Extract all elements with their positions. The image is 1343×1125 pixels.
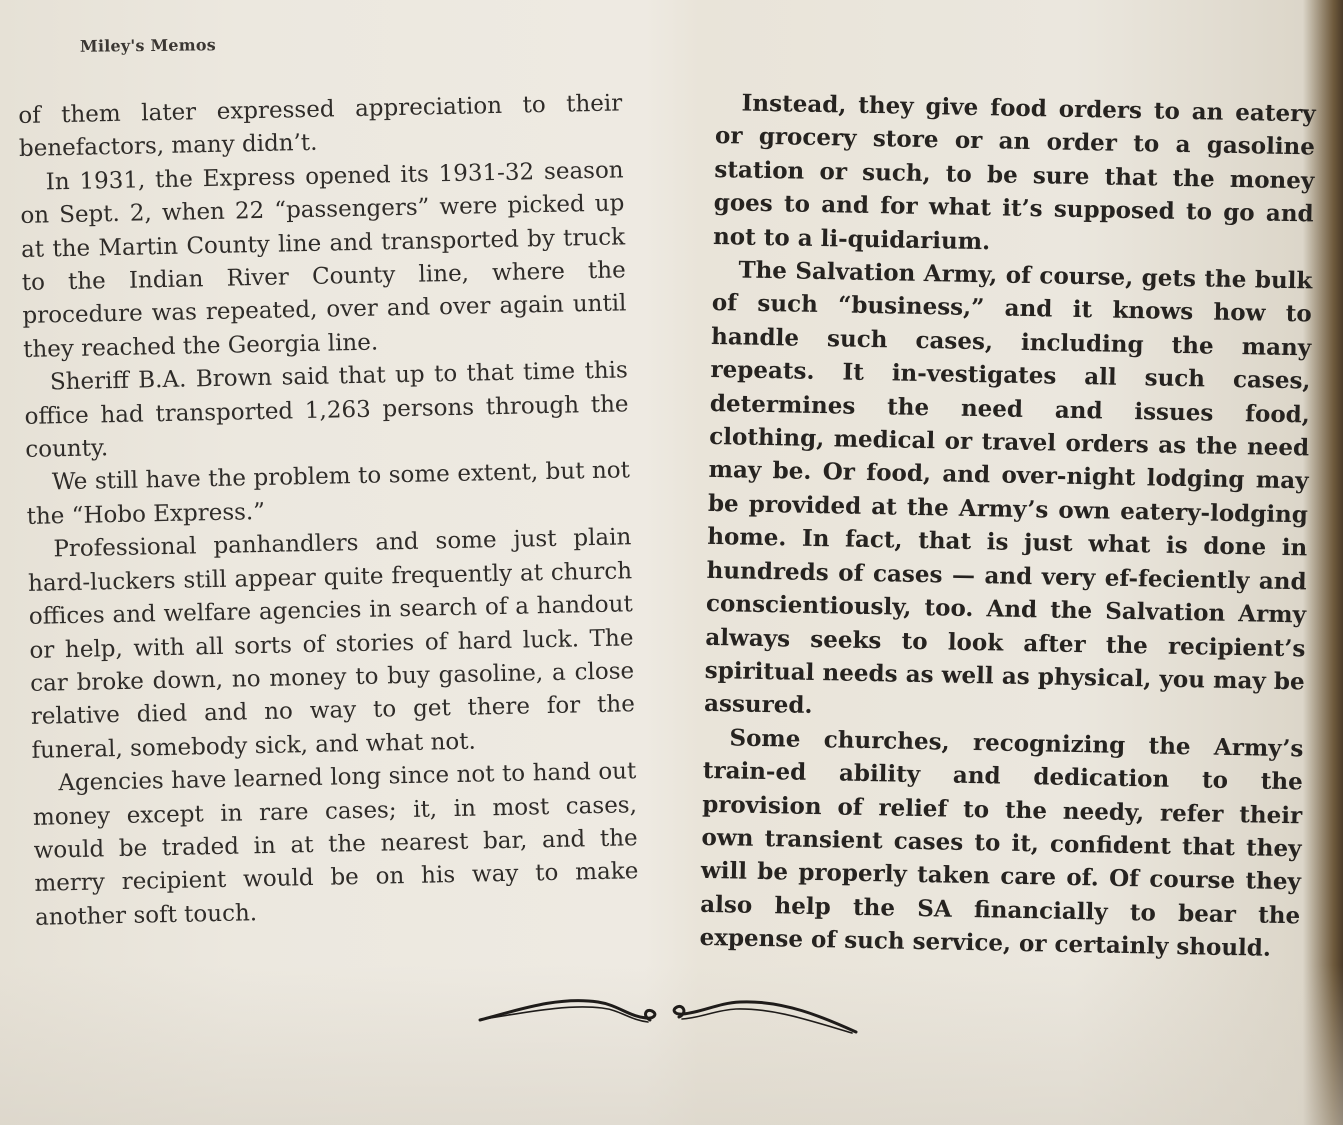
right-column [699, 86, 1316, 966]
left-paragraph-1: of them later expressed appreciation to their benefactors, many didn’t. [18, 90, 623, 163]
right-paragraph-2: The Salvation Army, of course, gets the bulk of such “business,” and it knows how to handle such cases, including the many repeats. It in-vestigates all such cases, determines the need and issues food, clothing, medical or travel orders as the need may be. Or food, and over-night lodging may be provided at the Army’s own eatery-lodging home. In fact, that is just what is done in hundreds of cases — and very ef-feciently and conscientiously, too. And the Salvation Army always seeks to look after the recipient’s spiritual needs as well as physical, you may be assured. [703, 256, 1313, 720]
left-paragraph-3: Sheriff B.A. Brown said that up to that time this office had transported 1,263 persons through the county. [24, 357, 629, 463]
right-paragraph-3: Some churches, recognizing the Army’s train-ed ability and dedication to the provision of relief to the needy, refer their own transient cases to it, confident that they will be properly taken care of. Of course they also help the SA financially to bear the expense of such service, or certainly should. [699, 724, 1304, 962]
right-paragraph-1: Instead, they give food orders to an eatery or grocery store or an order to a gasoline station or such, to be sure that the money goes to and for what it’s supposed to go and not to a li-quidarium. [712, 89, 1316, 255]
left-paragraph-2: In 1931, the Express opened its 1931-32 season on Sept. 2, when 22 “passengers” were picked up at the Martin County line and transported by truck to the Indian River County line, where the procedure was repeated, over and over again until they reached the Georgia line. [20, 157, 627, 363]
left-paragraph-6: Agencies have learned long since not to hand out money except in rare cases; it, in most cases, would be traded in at the nearest bar, and the merry recipient would be on his way to make another soft touch. [32, 758, 639, 931]
page-shadow [0, 965, 1343, 1125]
left-paragraph-4: We still have the problem to some extent, but not the “Hobo Express.” [26, 457, 631, 530]
left-column [18, 87, 639, 935]
running-head: Miley's Memos [79, 35, 217, 56]
scroll-flourish-icon [478, 992, 858, 1040]
left-paragraph-5: Professional panhandlers and some just plain hard-luckers still appear quite frequently at church offices and welfare agencies in search of a handout or help, with all sorts of stories of hard luck. The car broke down, no money to buy gasoline, a close relative died and no way to get there for the funeral, somebody sick, and what not. [27, 524, 636, 764]
